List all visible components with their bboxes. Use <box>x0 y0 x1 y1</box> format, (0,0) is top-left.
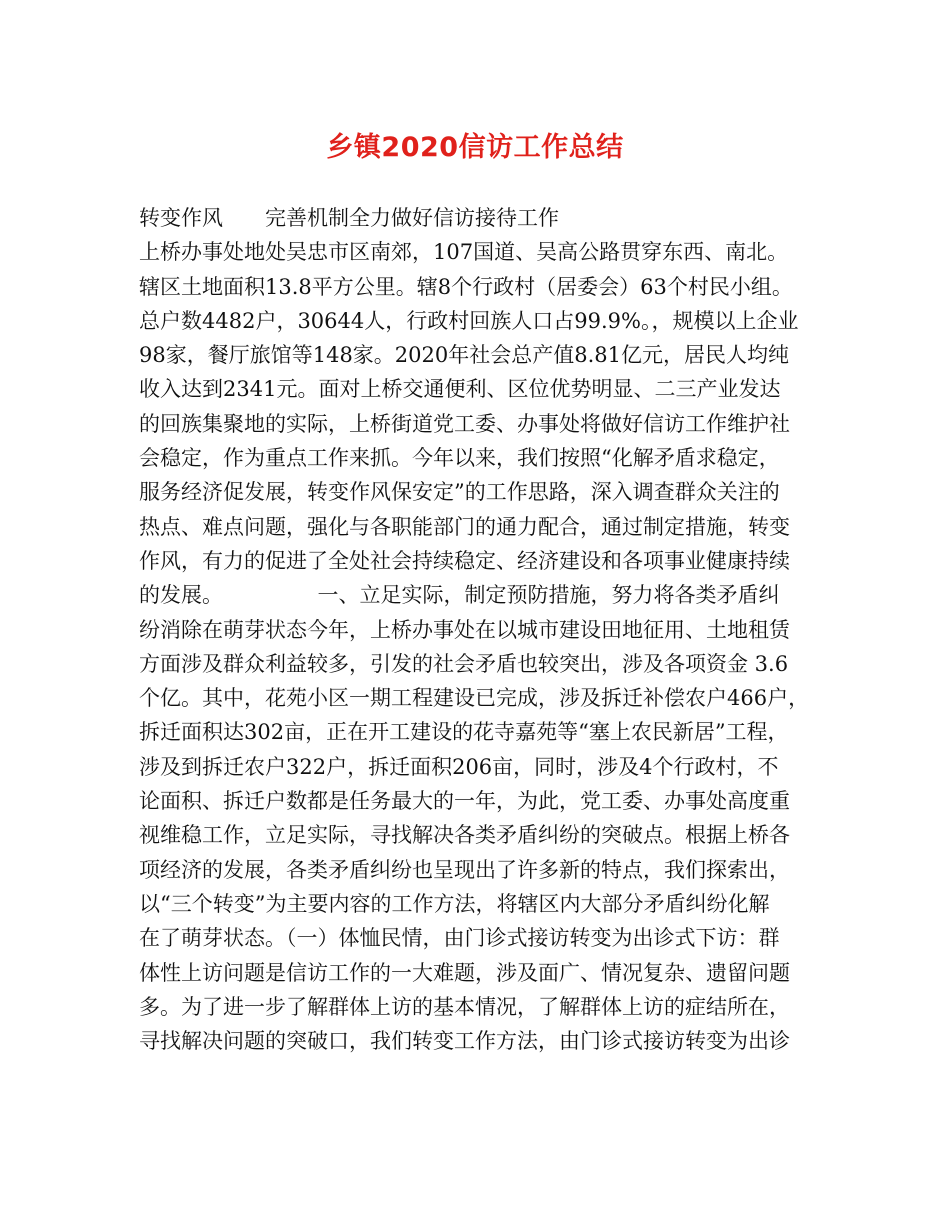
body-line: 体性上访问题是信访工作的一大难题，涉及面广、情况复杂、遗留问题 <box>139 960 790 985</box>
body-line: 服务经济促发展，转变作风保安定”的工作思路，深入调查群众关注的 <box>139 480 780 505</box>
body-line: 会稳定，作为重点工作来抓。今年以来，我们按照“化解矛盾求稳定， <box>139 446 780 471</box>
body-line: 98家，餐厅旅馆等148家。2020年社会总产值8.81亿元，居民人均纯 <box>139 343 790 368</box>
body-line: 作风，有力的促进了全处社会持续稳定、经济建设和各项事业健康持续 <box>139 548 790 573</box>
body-line: 上桥办事处地处吴忠市区南郊，107国道、吴高公路贯穿东西、南北。 <box>139 240 789 265</box>
body-line: 涉及到拆迁农户322户，拆迁面积206亩，同时，涉及4个行政村，不 <box>139 754 779 779</box>
document-body <box>139 201 829 1058</box>
body-line: 转变作风 完善机制全力做好信访接待工作 <box>139 206 559 230</box>
body-line: 纷消除在萌芽状态今年，上桥办事处在以城市建设田地征用、土地租赁 <box>139 617 790 642</box>
body-line: 视维稳工作，立足实际，寻找解决各类矛盾纠纷的突破点。根据上桥各 <box>139 823 790 848</box>
body-line: 以“三个转变”为主要内容的工作方法，将辖区内大部分矛盾纠纷化解 <box>139 891 770 916</box>
body-line: 项经济的发展，各类矛盾纠纷也呈现出了许多新的特点，我们探索出， <box>139 857 790 882</box>
body-line: 辖区土地面积13.8平方公里。辖8个行政村（居委会）63个村民小组。 <box>139 274 793 299</box>
body-line: 寻找解决问题的突破口，我们转变工作方法，由门诊式接访转变为出诊 <box>139 1029 790 1054</box>
body-line: 方面涉及群众利益较多，引发的社会矛盾也较突出，涉及各项资金 3.6 <box>139 651 789 676</box>
body-line: 拆迁面积达302亩，正在开工建设的花寺嘉苑等“塞上农民新居”工程， <box>139 720 789 745</box>
body-line: 收入达到2341元。面对上桥交通便利、区位优势明显、二三产业发达 <box>139 377 781 402</box>
body-line: 在了萌芽状态。（一）体恤民情，由门诊式接访转变为出诊式下访：群 <box>139 926 780 951</box>
body-line: 热点、难点问题，强化与各职能部门的通力配合，通过制定措施，转变 <box>139 514 790 539</box>
body-line: 总户数4482户，30644人，行政村回族人口占99.9%。，规模以上企业 <box>139 308 799 333</box>
body-line: 的回族集聚地的实际，上桥街道党工委、办事处将做好信访工作维护社 <box>139 411 790 436</box>
body-line: 论面积、拆迁户数都是任务最大的一年，为此，党工委、办事处高度重 <box>139 789 790 814</box>
document-title: 乡镇2020信访工作总结 <box>326 132 624 163</box>
body-line: 个亿。其中，花苑小区一期工程建设已完成，涉及拆迁补偿农户466户， <box>139 686 810 711</box>
body-line: 多。为了进一步了解群体上访的基本情况，了解群体上访的症结所在， <box>139 994 790 1019</box>
body-line: 的发展。 一、立足实际，制定预防措施，努力将各类矛盾纠 <box>139 583 780 608</box>
